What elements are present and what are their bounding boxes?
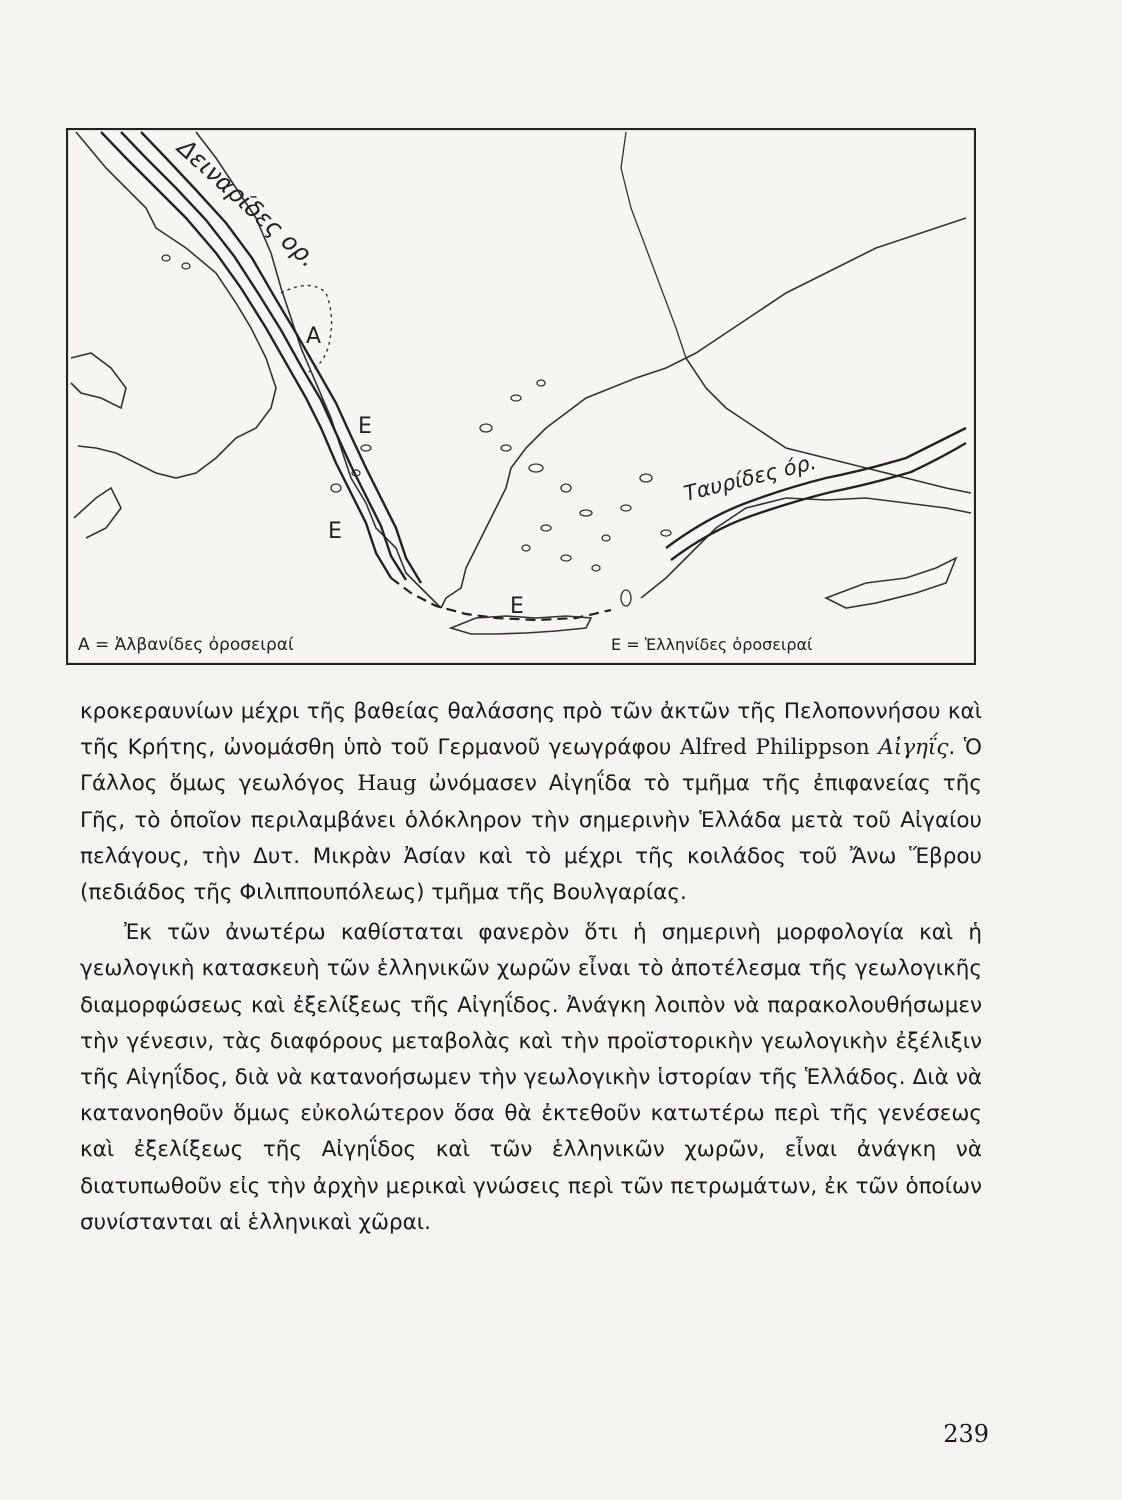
paragraph-1-part-1: κροκεραυνίων μέχρι τῆς βαθείας θαλάσσης πρὸ τῶν ἀκτῶν τῆς Πελοποννήσου καὶ τῆς Κρήτης, ὠνομάσθη ὑπὸ τοῦ Γερμανοῦ γεωγράφου <box>80 699 982 761</box>
map-figure <box>66 128 976 665</box>
albanides-marker: A <box>306 324 322 349</box>
paragraph-1-part-4: ὠνόμασεν Αἰγηΐδα τὸ τμῆμα τῆς ἐπιφανείας τῆς Γῆς, τὸ ὁποῖον περιλαμβάνει ὁλόκληρον τὴν σημερινὴν Ἑλλάδα μετὰ τοῦ Αἰγαίου πελάγους, τὴν Δυτ. Μικρὰν Ἀσίαν καὶ τὸ μέχρι τῆς κοιλάδος τοῦ Ἄνω Ἕβρου (πεδιάδος τῆς Φιλιππουπόλεως) τμῆμα τῆς Βουλγαρίας. <box>80 771 982 906</box>
map-svg <box>66 128 976 665</box>
hellenides-marker-1: E <box>358 414 372 439</box>
person-name-philippson: Alfred Philippson <box>679 735 870 761</box>
hellenides-marker-2: E <box>328 519 342 544</box>
person-name-haug: Haug <box>357 771 417 797</box>
paragraph-2: Ἐκ τῶν ἀνωτέρω καθίσταται φανερὸν ὅτι ἡ σημερινὴ μορφολογία καὶ ἡ γεωλογικὴ κατασκευὴ τῶν ἑλληνικῶν χωρῶν εἶναι τὸ ἀποτέλεσμα τῆς γεωλογικῆς διαμορφώσεως καὶ ἐξελίξεως τῆς Αἰγηΐδος. Ἀνάγκη λοιπὸν νὰ παρακολουθήσωμεν τὴν γένεσιν, τὰς διαφόρους μεταβολὰς καὶ τὴν προϊστορικὴν γεωλογικὴν ἐξέλιξιν τῆς Αἰγηΐδος, διὰ νὰ κατανοήσωμεν τὴν γεωλογικὴν ἱστορίαν τῆς Ἑλλάδος. Διὰ νὰ κατανοηθοῦν ὅμως εὐκολώτερον ὅσα θὰ ἐκτεθοῦν κατωτέρω περὶ τῆς γενέσεως καὶ ἐξελίξεως τῆς Αἰγηΐδος καὶ τῶν ἑλληνικῶν χωρῶν, εἶναι ἀνάγκη νὰ διατυπωθοῦν εἰς τὴν ἀρχὴν μερικαὶ γνώσεις περὶ τῶν πετρωμάτων, ἐκ τῶν ὁποίων συνίστανται αἱ ἑλληνικαὶ χῶραι. <box>80 920 982 1235</box>
dinarides-label: Δειναρίδες ορ. <box>171 133 323 273</box>
taurides-label: Ταυρίδες όρ. <box>681 449 819 506</box>
page-number: 239 <box>943 1420 989 1448</box>
legend-albanides: A = Ἀλβανίδες ὀροσειραί <box>78 635 294 655</box>
paragraph-1-part-3: . Ὁ Γάλλος ὅμως γεωλόγος <box>80 735 982 797</box>
term-aigeis: Αἰγηΐς <box>878 735 949 761</box>
hellenides-marker-3: E <box>510 594 524 619</box>
paragraph-1-part-2 <box>870 735 878 760</box>
paragraph-1 <box>80 694 982 911</box>
legend-hellenides: E = Ἑλληνίδες ὀροσειραί <box>611 635 813 654</box>
body-text <box>80 694 982 1241</box>
